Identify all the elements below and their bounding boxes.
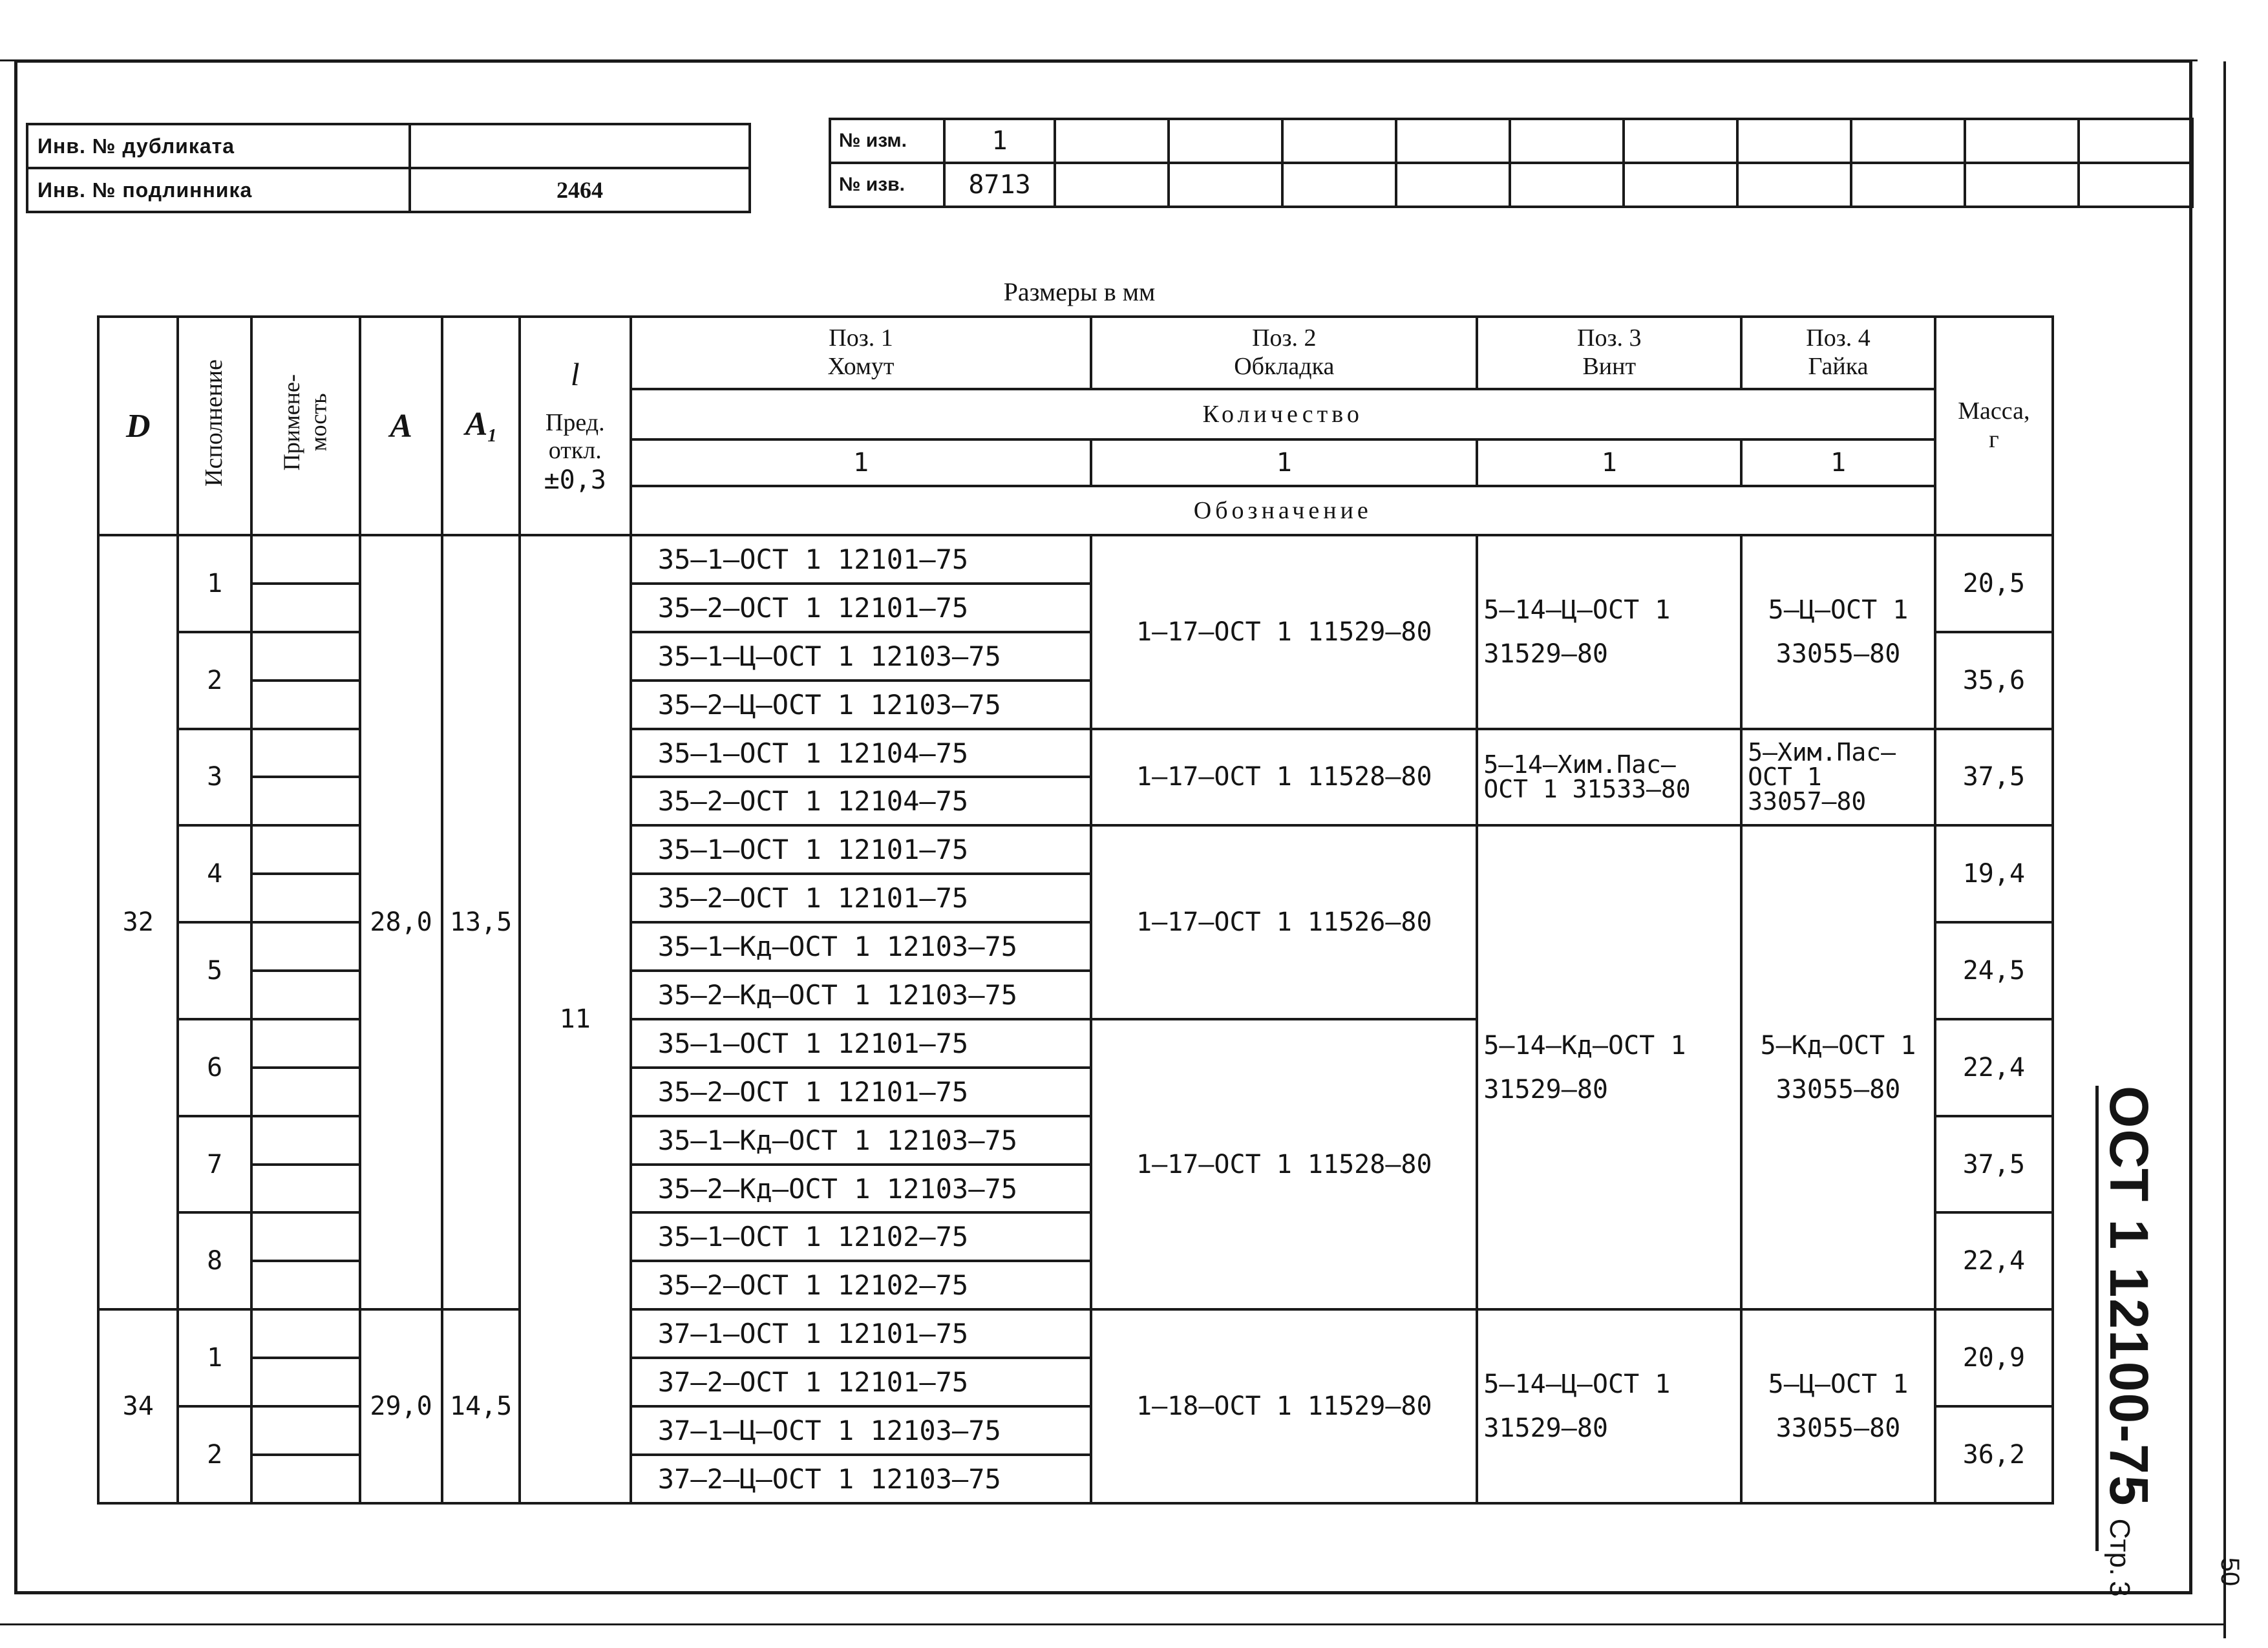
cell-applicability — [251, 1068, 360, 1116]
cell-applicability — [251, 777, 360, 825]
pos3-line: 31529–80 — [1483, 1413, 1608, 1444]
pos3-name: Винт — [1582, 353, 1637, 380]
pos3-line: 31529–80 — [1483, 639, 1608, 669]
head-row — [98, 317, 2053, 389]
empty-cell — [1396, 119, 1510, 163]
quantity-pos4: 1 — [1741, 439, 1935, 486]
empty-cell — [1737, 119, 1851, 163]
change-record-table — [829, 118, 2194, 208]
registration-table-left — [26, 123, 751, 213]
cell-mass: 37,5 — [1935, 1116, 2053, 1213]
quantity-header: Количество — [631, 389, 1935, 439]
empty-cell — [1169, 163, 1282, 207]
cell-applicability — [251, 1309, 360, 1358]
registration-value — [410, 124, 750, 168]
change-record-label: № изв. — [830, 163, 944, 207]
empty-cell — [1737, 163, 1851, 207]
pos4-number: Поз. 4 — [1806, 324, 1871, 352]
sheet-number: 50 — [2216, 1557, 2244, 1587]
pos4-line: 5–Ц–ОСТ 1 — [1768, 1369, 1909, 1400]
cell-l: 11 — [520, 535, 631, 1503]
cell-pos2: 1–17–ОСТ 1 11528–80 — [1091, 729, 1477, 826]
designation-header: Обозначение — [631, 486, 1935, 535]
pos4-line: 33055–80 — [1775, 639, 1901, 669]
registration-row — [27, 168, 750, 212]
cell-pos2: 1–18–ОСТ 1 11529–80 — [1091, 1309, 1477, 1503]
col-head-D: D — [98, 317, 178, 535]
pos4-line: 5–Ц–ОСТ 1 — [1768, 595, 1909, 625]
cell-applicability — [251, 681, 360, 729]
cell-pos1: 35–1–Кд–ОСТ 1 12103–75 — [631, 1116, 1091, 1165]
empty-cell — [1851, 119, 1965, 163]
empty-cell — [1169, 119, 1282, 163]
l-tol-line: Пред. — [545, 408, 605, 436]
pos3-line: 5–14–Кд–ОСТ 1 — [1483, 1030, 1686, 1061]
col-head-l — [520, 317, 631, 535]
cell-pos4 — [1741, 1309, 1935, 1503]
registration-label: Инв. № дубликата — [27, 124, 410, 168]
cell-applicability — [251, 1358, 360, 1406]
pos3-number: Поз. 3 — [1577, 324, 1642, 352]
cell-mass: 22,4 — [1935, 1019, 2053, 1116]
cell-mass: 35,6 — [1935, 632, 2053, 729]
change-record-value: 1 — [944, 119, 1055, 163]
cell-variant: 8 — [178, 1212, 251, 1309]
page-label: Стр. — [2104, 1518, 2136, 1576]
empty-cell — [1282, 119, 1396, 163]
dimensions-note: Размеры в мм — [1003, 277, 1156, 306]
col-head-variant — [178, 317, 251, 535]
cell-applicability — [251, 1116, 360, 1165]
cell-A: 28,0 — [360, 535, 443, 1309]
cell-applicability — [251, 922, 360, 971]
frame-top-line — [0, 59, 2198, 61]
cell-pos4 — [1741, 729, 1935, 826]
pos4-line: 5–Кд–ОСТ 1 — [1760, 1030, 1916, 1061]
cell-pos3 — [1477, 1309, 1741, 1503]
document-code: ОСТ 1 12100-75 — [2099, 1086, 2159, 1507]
pos4-line: 33057–80 — [1748, 787, 1867, 816]
col-head-variant-text: Исполнение — [200, 359, 228, 487]
cell-pos1: 35–1–ОСТ 1 12101–75 — [631, 825, 1091, 874]
cell-applicability — [251, 584, 360, 632]
cell-pos1: 35–2–ОСТ 1 12102–75 — [631, 1261, 1091, 1309]
table-row — [98, 1309, 2053, 1358]
cell-variant: 7 — [178, 1116, 251, 1213]
cell-applicability — [251, 874, 360, 922]
empty-cell — [1624, 163, 1737, 207]
cell-D: 32 — [98, 535, 178, 1309]
cell-pos1: 35–1–ОСТ 1 12102–75 — [631, 1212, 1091, 1261]
frame-right-line — [2223, 61, 2226, 1638]
cell-pos1: 37–1–ОСТ 1 12101–75 — [631, 1309, 1091, 1358]
cell-applicability — [251, 1261, 360, 1309]
cell-pos1: 35–2–Кд–ОСТ 1 12103–75 — [631, 1165, 1091, 1213]
cell-applicability — [251, 1212, 360, 1261]
cell-pos1: 37–1–Ц–ОСТ 1 12103–75 — [631, 1406, 1091, 1455]
cell-pos3 — [1477, 535, 1741, 729]
pos3-line: 5–14–Ц–ОСТ 1 — [1483, 1369, 1671, 1400]
cell-mass: 22,4 — [1935, 1212, 2053, 1309]
frame-bottom-line — [0, 1623, 2223, 1625]
cell-variant: 1 — [178, 535, 251, 632]
cell-pos1: 35–2–Ц–ОСТ 1 12103–75 — [631, 681, 1091, 729]
A1-symbol: A — [465, 406, 488, 443]
empty-cell — [1851, 163, 1965, 207]
cell-variant: 5 — [178, 922, 251, 1019]
pos3-line: 5–14–Хим.Пас– — [1483, 750, 1676, 779]
cell-variant: 2 — [178, 1406, 251, 1503]
cell-pos1: 35–2–ОСТ 1 12101–75 — [631, 584, 1091, 632]
applicability-line: мость — [305, 394, 332, 452]
l-tol-line: откл. — [548, 437, 602, 465]
empty-cell — [1282, 163, 1396, 207]
cell-applicability — [251, 1406, 360, 1455]
pos3-line: 5–14–Ц–ОСТ 1 — [1483, 595, 1671, 625]
cell-applicability — [251, 632, 360, 681]
cell-pos1: 35–1–Кд–ОСТ 1 12103–75 — [631, 922, 1091, 971]
cell-applicability — [251, 1455, 360, 1503]
cell-variant: 4 — [178, 825, 251, 922]
cell-A1: 13,5 — [442, 535, 519, 1309]
mass-label: Масса, — [1958, 397, 2030, 425]
cell-pos1: 35–1–Ц–ОСТ 1 12103–75 — [631, 632, 1091, 681]
cell-applicability — [251, 535, 360, 584]
pos4-line: 33055–80 — [1775, 1413, 1901, 1444]
empty-cell — [1510, 119, 1624, 163]
side-stamp-text — [2089, 1086, 2160, 1597]
A1-subscript: 1 — [487, 426, 497, 446]
cell-pos1: 37–2–ОСТ 1 12101–75 — [631, 1358, 1091, 1406]
pos4-name: Гайка — [1808, 353, 1869, 380]
cell-mass: 20,9 — [1935, 1309, 2053, 1406]
empty-cell — [1396, 163, 1510, 207]
table-row — [98, 535, 2053, 584]
cell-variant: 6 — [178, 1019, 251, 1116]
l-symbol: l — [570, 356, 580, 393]
empty-cell — [1510, 163, 1624, 207]
cell-mass: 37,5 — [1935, 729, 2053, 826]
cell-variant: 2 — [178, 632, 251, 729]
col-head-mass — [1935, 317, 2053, 535]
cell-A: 29,0 — [360, 1309, 443, 1503]
cell-A1: 14,5 — [442, 1309, 519, 1503]
col-head-pos4 — [1741, 317, 1935, 389]
col-head-pos1 — [631, 317, 1091, 389]
registration-row — [27, 124, 750, 168]
col-head-pos3 — [1477, 317, 1741, 389]
cell-pos1: 35–1–ОСТ 1 12101–75 — [631, 535, 1091, 584]
cell-pos1: 35–1–ОСТ 1 12104–75 — [631, 729, 1091, 777]
quantity-pos2: 1 — [1091, 439, 1477, 486]
cell-pos1: 35–1–ОСТ 1 12101–75 — [631, 1019, 1091, 1068]
quantity-pos3: 1 — [1477, 439, 1741, 486]
mass-unit: г — [1989, 426, 1999, 453]
pos4-line: 5–Хим.Пас– — [1748, 738, 1896, 767]
empty-cell — [1055, 119, 1169, 163]
cell-mass: 36,2 — [1935, 1406, 2053, 1503]
registration-label: Инв. № подлинника — [27, 168, 410, 212]
quantity-pos1: 1 — [631, 439, 1091, 486]
pos3-line: 31529–80 — [1483, 1074, 1608, 1104]
col-head-applicability-text — [279, 374, 332, 470]
l-tol-line: ±0,3 — [544, 465, 606, 496]
cell-applicability — [251, 1165, 360, 1213]
pos1-name: Хомут — [827, 353, 895, 380]
page-number: 3 — [2104, 1581, 2136, 1597]
cell-pos1: 37–2–Ц–ОСТ 1 12103–75 — [631, 1455, 1091, 1503]
cell-pos2: 1–17–ОСТ 1 11526–80 — [1091, 825, 1477, 1019]
pos2-number: Поз. 2 — [1252, 324, 1317, 352]
empty-cell — [1624, 119, 1737, 163]
col-head-A1 — [442, 317, 519, 535]
col-head-applicability — [251, 317, 360, 535]
change-record-row — [830, 119, 2192, 163]
cell-pos3 — [1477, 729, 1741, 826]
empty-cell — [1055, 163, 1169, 207]
cell-pos3 — [1477, 825, 1741, 1309]
cell-pos2: 1–17–ОСТ 1 11528–80 — [1091, 1019, 1477, 1309]
cell-applicability — [251, 825, 360, 874]
col-head-pos2 — [1091, 317, 1477, 389]
side-document-stamp — [2089, 1086, 2160, 1597]
change-record-value: 8713 — [944, 163, 1055, 207]
cell-applicability — [251, 729, 360, 777]
change-record-label: № изм. — [830, 119, 944, 163]
cell-pos1: 35–2–Кд–ОСТ 1 12103–75 — [631, 971, 1091, 1019]
cell-mass: 20,5 — [1935, 535, 2053, 632]
pos3-line: ОСТ 1 31533–80 — [1483, 775, 1691, 804]
pos4-line: ОСТ 1 — [1748, 763, 1822, 792]
empty-cell — [1965, 119, 2079, 163]
cell-pos1: 35–2–ОСТ 1 12101–75 — [631, 1068, 1091, 1116]
empty-cell — [2079, 163, 2192, 207]
pos1-number: Поз. 1 — [829, 324, 893, 352]
empty-cell — [2079, 119, 2192, 163]
cell-D: 34 — [98, 1309, 178, 1503]
cell-variant: 1 — [178, 1309, 251, 1406]
pos4-line: 33055–80 — [1775, 1074, 1901, 1104]
change-record-row — [830, 163, 2192, 207]
pos2-name: Обкладка — [1234, 353, 1335, 380]
col-head-A: A — [360, 317, 443, 535]
applicability-line: Примене- — [279, 374, 305, 471]
cell-mass: 19,4 — [1935, 825, 2053, 922]
cell-pos2: 1–17–ОСТ 1 11529–80 — [1091, 535, 1477, 729]
spec-table — [97, 315, 2054, 1505]
cell-applicability — [251, 971, 360, 1019]
cell-applicability — [251, 1019, 360, 1068]
registration-value: 2464 — [410, 168, 750, 212]
empty-cell — [1965, 163, 2079, 207]
cell-mass: 24,5 — [1935, 922, 2053, 1019]
cell-pos1: 35–2–ОСТ 1 12101–75 — [631, 874, 1091, 922]
cell-pos4 — [1741, 825, 1935, 1309]
cell-variant: 3 — [178, 729, 251, 826]
cell-pos1: 35–2–ОСТ 1 12104–75 — [631, 777, 1091, 825]
cell-pos4 — [1741, 535, 1935, 729]
